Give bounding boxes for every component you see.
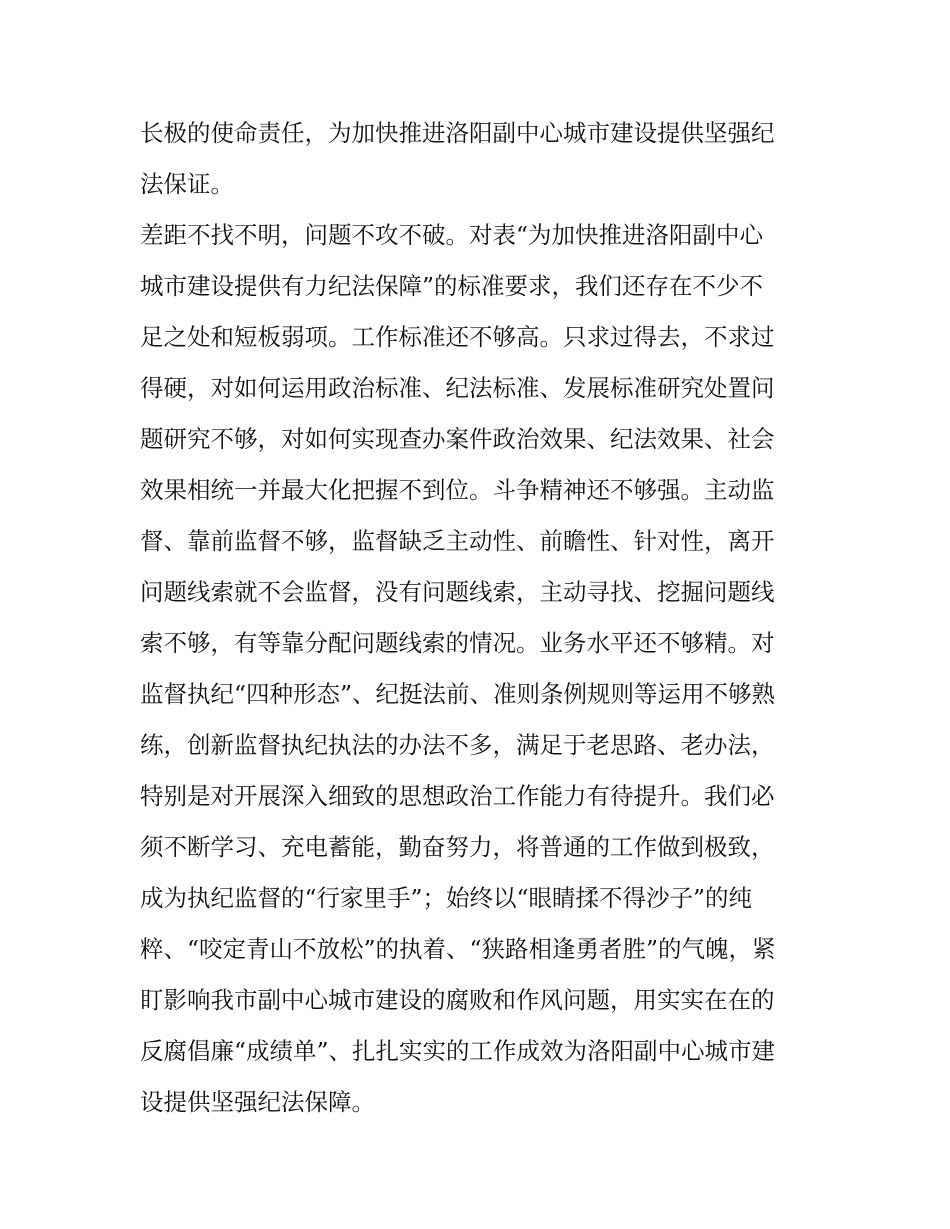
text-line: 长极的使命责任，为加快推进洛阳副中心城市建设提供坚强纪 (140, 119, 775, 147)
text-line: 索不够，有等靠分配问题线索的情况。业务水平还不够精。对 (140, 629, 775, 657)
body-text (140, 108, 820, 1128)
text-line: 盯影响我市副中心城市建设的腐败和作风问题，用实实在在的 (140, 986, 775, 1014)
text-line: 题研究不够，对如何实现查办案件政治效果、纪法效果、社会 (140, 425, 775, 453)
text-line: 城市建设提供有力纪法保障”的标准要求，我们还存在不少不 (140, 272, 764, 300)
text-line: 法保证。 (140, 170, 234, 198)
text-line: 得硬，对如何运用政治标准、纪法标准、发展标准研究处置问 (140, 374, 775, 402)
text-line: 督、靠前监督不够，监督缺乏主动性、前瞻性、针对性，离开 (140, 527, 775, 555)
text-line: 粹、“咬定青山不放松”的执着、“狭路相逢勇者胜”的气魄，紧 (140, 935, 776, 963)
text-line: 问题线索就不会监督，没有问题线索，主动寻找、挖掘问题线 (140, 578, 775, 606)
text-line: 效果相统一并最大化把握不到位。斗争精神还不够强。主动监 (140, 476, 775, 504)
text-line: 监督执纪“四种形态”、纪挺法前、准则条例规则等运用不够熟 (140, 680, 776, 708)
text-line: 反腐倡廉“成绩单”、扎扎实实的工作成效为洛阳副中心城市建 (140, 1037, 776, 1065)
text-line: 差距不找不明，问题不攻不破。对表“为加快推进洛阳副中心 (140, 221, 764, 249)
text-line: 足之处和短板弱项。工作标准还不够高。只求过得去，不求过 (140, 323, 775, 351)
text-line: 须不断学习、充电蓄能，勤奋努力，将普通的工作做到极致， (140, 833, 775, 861)
text-line: 练，创新监督执纪执法的办法不多，满足于老思路、老办法， (140, 731, 775, 759)
text-line: 特别是对开展深入细致的思想政治工作能力有待提升。我们必 (140, 782, 775, 810)
text-line: 设提供坚强纪法保障。 (140, 1088, 375, 1116)
text-line: 成为执纪监督的“行家里手”；始终以“眼睛揉不得沙子”的纯 (140, 884, 753, 912)
